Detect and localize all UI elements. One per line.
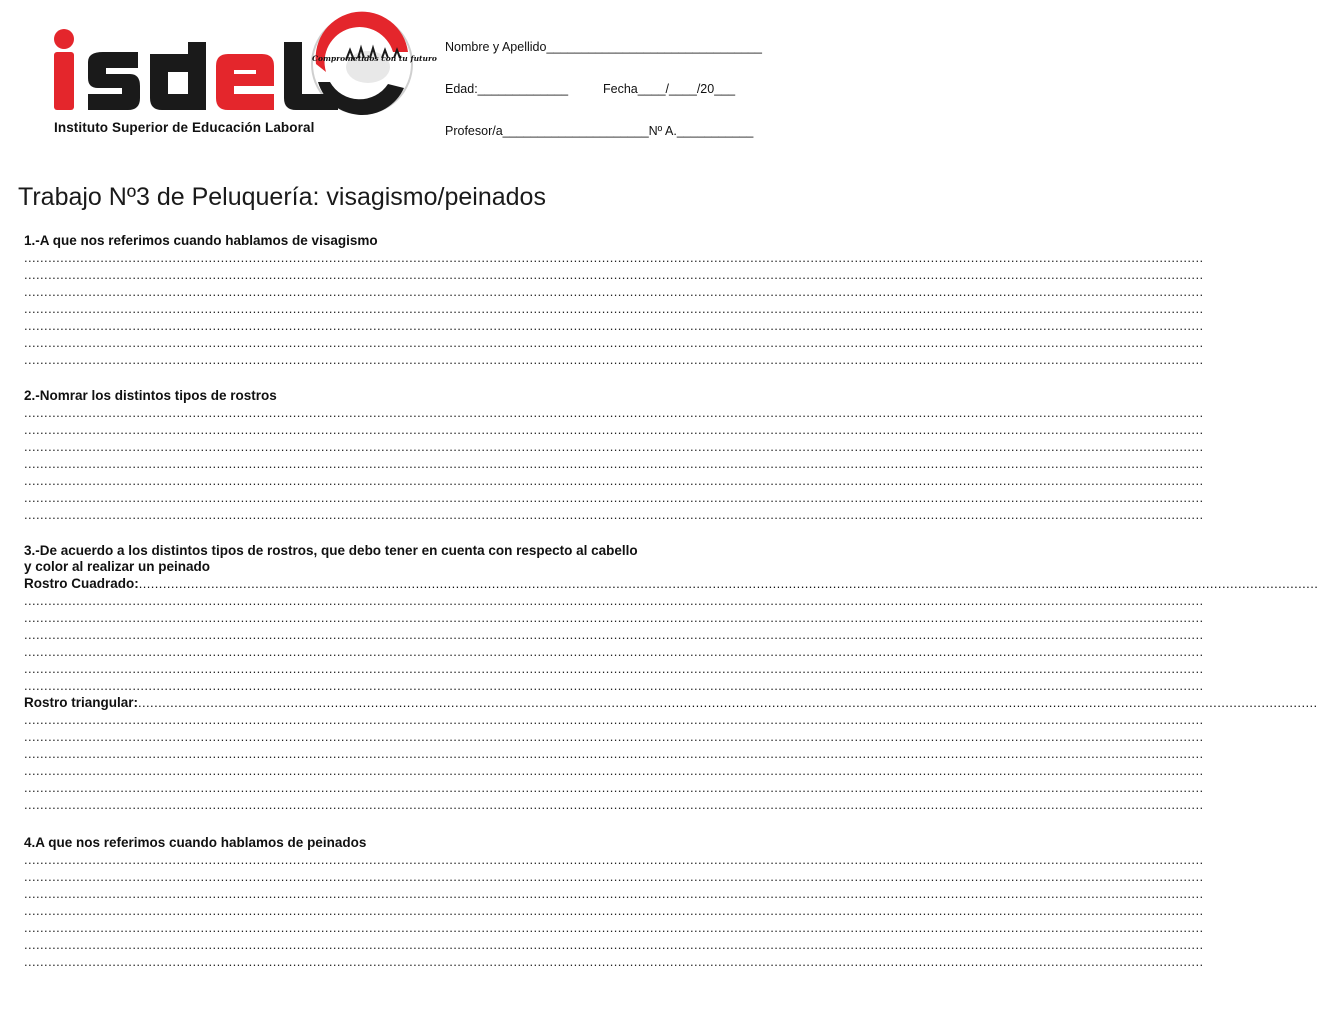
answer-line[interactable]: ...................................................................................................................................................................................................................................................................................................... [24,678,1204,693]
answer-line[interactable]: ...................................................................................................................................................................................................................................................................................................... [24,456,1204,471]
institute-name: Instituto Superior de Educación Laboral [54,120,315,135]
answer-line[interactable]: ...................................................................................................................................................................................................................................................................................................... [24,920,1204,935]
answer-line[interactable]: ...................................................................................................................................................................................................................................................................................................... [24,490,1204,505]
answer-line[interactable]: ...................................................................................................................................................................................................................................................................................................... [24,763,1204,778]
rostro-cuadrado-line[interactable] [24,575,1318,592]
answer-line[interactable]: ...................................................................................................................................................................................................................................................................................................... [24,405,1204,420]
answer-line[interactable]: ...................................................................................................................................................................................................................................................................................................... [24,780,1204,795]
answer-dots[interactable]: ...................................................................................................................................................................................................................................................................................................... [138,576,1318,591]
answer-line[interactable]: ...................................................................................................................................................................................................................................................................................................... [24,886,1204,901]
worksheet-body [24,233,1318,970]
answer-line[interactable]: ...................................................................................................................................................................................................................................................................................................... [24,729,1204,744]
isdel-logo [48,12,437,142]
answer-line[interactable]: ...................................................................................................................................................................................................................................................................................................... [24,593,1204,608]
name-field[interactable]: Nombre y Apellido_______________________________ [445,40,762,54]
question-4: 4.A que nos referimos cuando hablamos de peinados [24,835,367,850]
answer-line[interactable]: ...................................................................................................................................................................................................................................................................................................... [24,335,1204,350]
answer-area-3a[interactable] [24,592,1204,694]
question-3: 3.-De acuerdo a los distintos tipos de rostros, que debo tener en cuenta con respecto al cabello [24,543,638,558]
age-field[interactable]: Edad:_____________ [445,82,569,96]
answer-line[interactable]: ...................................................................................................................................................................................................................................................................................................... [24,507,1204,522]
rostro-triangular-label: Rostro triangular: [24,695,139,710]
logo-letters [54,29,338,110]
teacher-field[interactable]: Profesor/a_____________________Nº A.___________ [445,124,754,138]
question-3-continued: y color al realizar un peinado [24,559,211,574]
answer-area-2[interactable] [24,404,1204,523]
answer-area-3b[interactable] [24,711,1204,813]
answer-line[interactable]: ...................................................................................................................................................................................................................................................................................................... [24,954,1204,969]
answer-line[interactable]: ...................................................................................................................................................................................................................................................................................................... [24,627,1204,642]
answer-area-1[interactable] [24,249,1204,368]
answer-line[interactable]: ...................................................................................................................................................................................................................................................................................................... [24,644,1204,659]
answer-line[interactable]: ...................................................................................................................................................................................................................................................................................................... [24,797,1204,812]
answer-line[interactable]: ...................................................................................................................................................................................................................................................................................................... [24,284,1204,299]
answer-line[interactable]: ...................................................................................................................................................................................................................................................................................................... [24,610,1204,625]
question-2: 2.-Nomrar los distintos tipos de rostros [24,388,277,403]
answer-line[interactable]: ...................................................................................................................................................................................................................................................................................................... [24,352,1204,367]
answer-line[interactable]: ...................................................................................................................................................................................................................................................................................................... [24,318,1204,333]
worksheet-title: Trabajo Nº3 de Peluquería: visagismo/peinados [18,183,546,211]
answer-dots[interactable]: ...................................................................................................................................................................................................................................................................................................... [138,695,1318,710]
answer-line[interactable]: ...................................................................................................................................................................................................................................................................................................... [24,869,1204,884]
rostro-cuadrado-label: Rostro Cuadrado: [24,576,139,591]
answer-area-4[interactable] [24,851,1204,970]
logo-graphic [48,12,418,122]
answer-line[interactable]: ...................................................................................................................................................................................................................................................................................................... [24,422,1204,437]
answer-line[interactable]: ...................................................................................................................................................................................................................................................................................................... [24,746,1204,761]
globe-tagline: Comprometidos con tu futuro [312,54,437,63]
answer-line[interactable]: ...................................................................................................................................................................................................................................................................................................... [24,852,1204,867]
answer-line[interactable]: ...................................................................................................................................................................................................................................................................................................... [24,267,1204,282]
document-header [0,0,768,150]
answer-line[interactable]: ...................................................................................................................................................................................................................................................................................................... [24,712,1204,727]
question-1: 1.-A que nos referimos cuando hablamos de visagismo [24,233,378,248]
answer-line[interactable]: ...................................................................................................................................................................................................................................................................................................... [24,301,1204,316]
answer-line[interactable]: ...................................................................................................................................................................................................................................................................................................... [24,473,1204,488]
answer-line[interactable]: ...................................................................................................................................................................................................................................................................................................... [24,250,1204,265]
answer-line[interactable]: ...................................................................................................................................................................................................................................................................................................... [24,903,1204,918]
date-field[interactable]: Fecha____/____/20___ [603,82,736,96]
answer-line[interactable]: ...................................................................................................................................................................................................................................................................................................... [24,937,1204,952]
answer-line[interactable]: ...................................................................................................................................................................................................................................................................................................... [24,439,1204,454]
answer-line[interactable]: ...................................................................................................................................................................................................................................................................................................... [24,661,1204,676]
rostro-triangular-line[interactable] [24,694,1318,711]
